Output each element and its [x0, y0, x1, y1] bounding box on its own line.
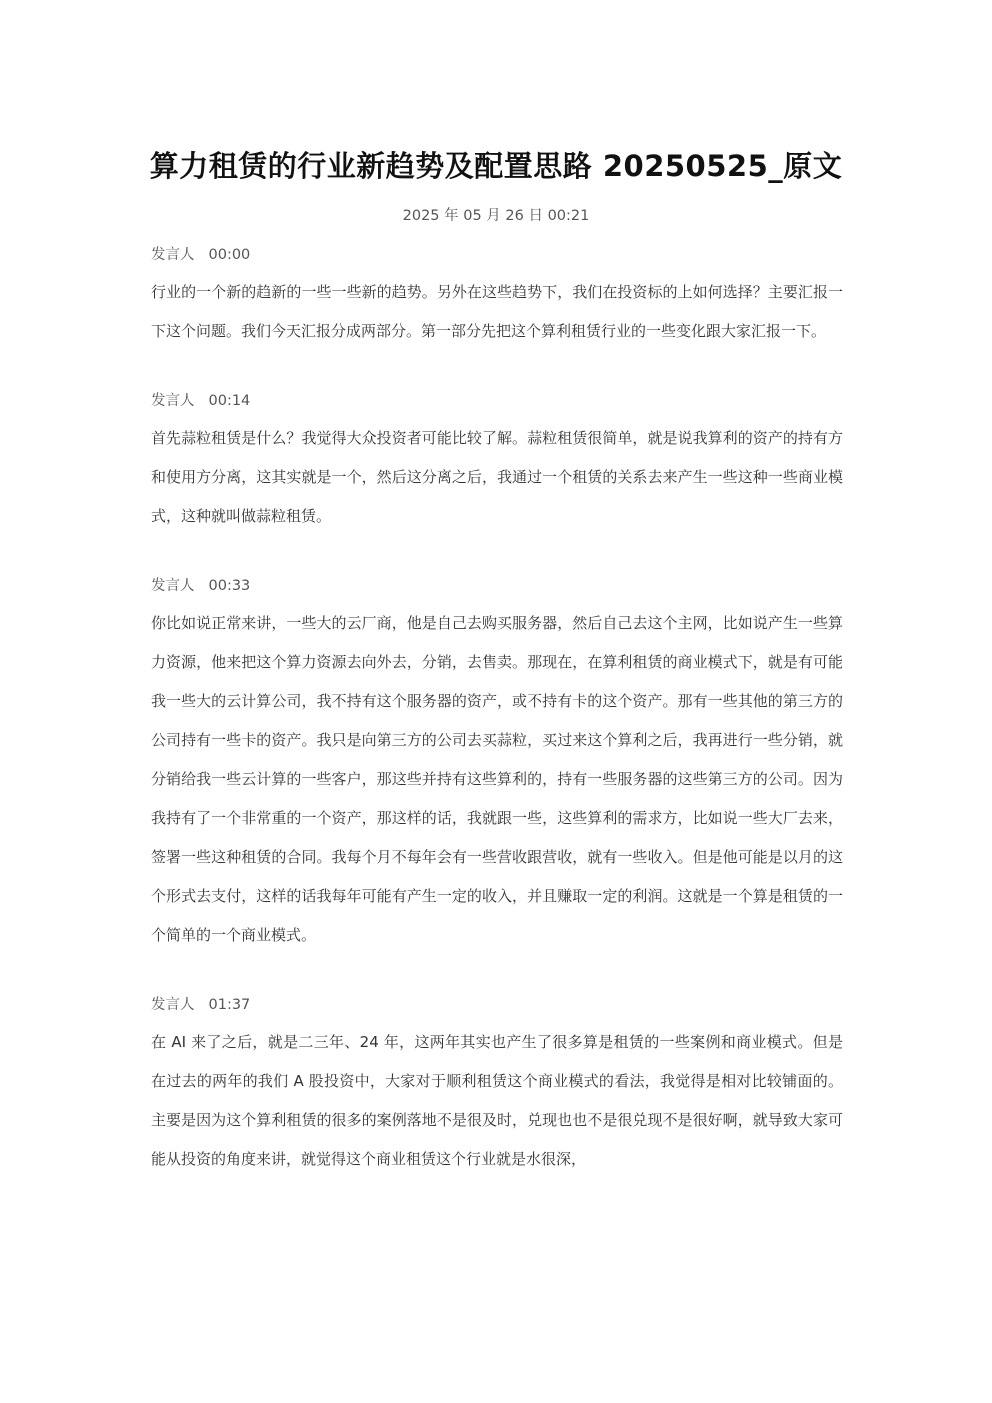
speaker-line [151, 243, 843, 267]
speaker-label: 发言人 [151, 247, 195, 263]
timestamp: 01:37 [208, 997, 251, 1013]
speaker-label: 发言人 [151, 393, 195, 409]
document-date: 2025 年 05 月 26 日 00:21 [402, 208, 590, 224]
speaker-line [151, 993, 843, 1017]
speaker-line [151, 389, 843, 413]
timestamp: 00:33 [208, 578, 251, 594]
transcript-section [151, 389, 843, 536]
page-title: 算力租赁的行业新趋势及配置思路 20250525_原文 [149, 149, 843, 183]
transcript-section [151, 574, 843, 955]
speaker-line [151, 574, 843, 598]
timestamp: 00:00 [208, 247, 251, 263]
transcript-section [151, 243, 843, 351]
transcript-section [151, 993, 843, 1179]
transcript-paragraph: 行业的一个新的趋新的一些一些新的趋势。另外在这些趋势下，我们在投资标的上如何选择？主要汇报一下这个问题。我们今天汇报分成两部分。第一部分先把这个算利租赁行业的一些变化跟大家汇报一下。 [151, 283, 843, 340]
transcript-paragraph: 首先蒜粒租赁是什么？我觉得大众投资者可能比较了解。蒜粒租赁很简单，就是说我算利的资产的持有方和使用方分离，这其实就是一个，然后这分离之后，我通过一个租赁的关系去来产生一些这种一些商业模式，这种就叫做蒜粒租赁。 [151, 429, 843, 525]
transcript-body [151, 243, 843, 1217]
speaker-label: 发言人 [151, 578, 195, 594]
transcript-paragraph: 在 AI 来了之后，就是二三年、24 年，这两年其实也产生了很多算是租赁的一些案例和商业模式。但是在过去的两年的我们 A 股投资中，大家对于顺利租赁这个商业模式的看法，我觉得是相对比较铺面的。主要是因为这个算利租赁的很多的案例落地不是很及时，兑现也也不是很兑现不是很好啊，就导致大家可能从投资的角度来讲，就觉得这个商业租赁这个行业就是水很深， [151, 1033, 843, 1168]
transcript-paragraph: 你比如说正常来讲，一些大的云厂商，他是自己去购买服务器，然后自己去这个主网，比如说产生一些算力资源，他来把这个算力资源去向外去，分销，去售卖。那现在，在算利租赁的商业模式下，就是有可能我一些大的云计算公司，我不持有这个服务器的资产，或不持有卡的这个资产。那有一些其他的第三方的公司持有一些卡的资产。我只是向第三方的公司去买蒜粒，买过来这个算利之后，我再进行一些分销，就分销给我一些云计算的一些客户，那这些并持有这些算利的，持有一些服务器的这些第三方的公司。因为我持有了一个非常重的一个资产，那这样的话，我就跟一些，这些算利的需求方，比如说一些大厂去来，签署一些这种租赁的合同。我每个月不每年会有一些营收跟营收，就有一些收入。但是他可能是以月的这个形式去支付，这样的话我每年可能有产生一定的收入，并且赚取一定的利润。这就是一个算是租赁的一个简单的一个商业模式。 [151, 614, 843, 944]
speaker-label: 发言人 [151, 997, 195, 1013]
timestamp: 00:14 [208, 393, 251, 409]
